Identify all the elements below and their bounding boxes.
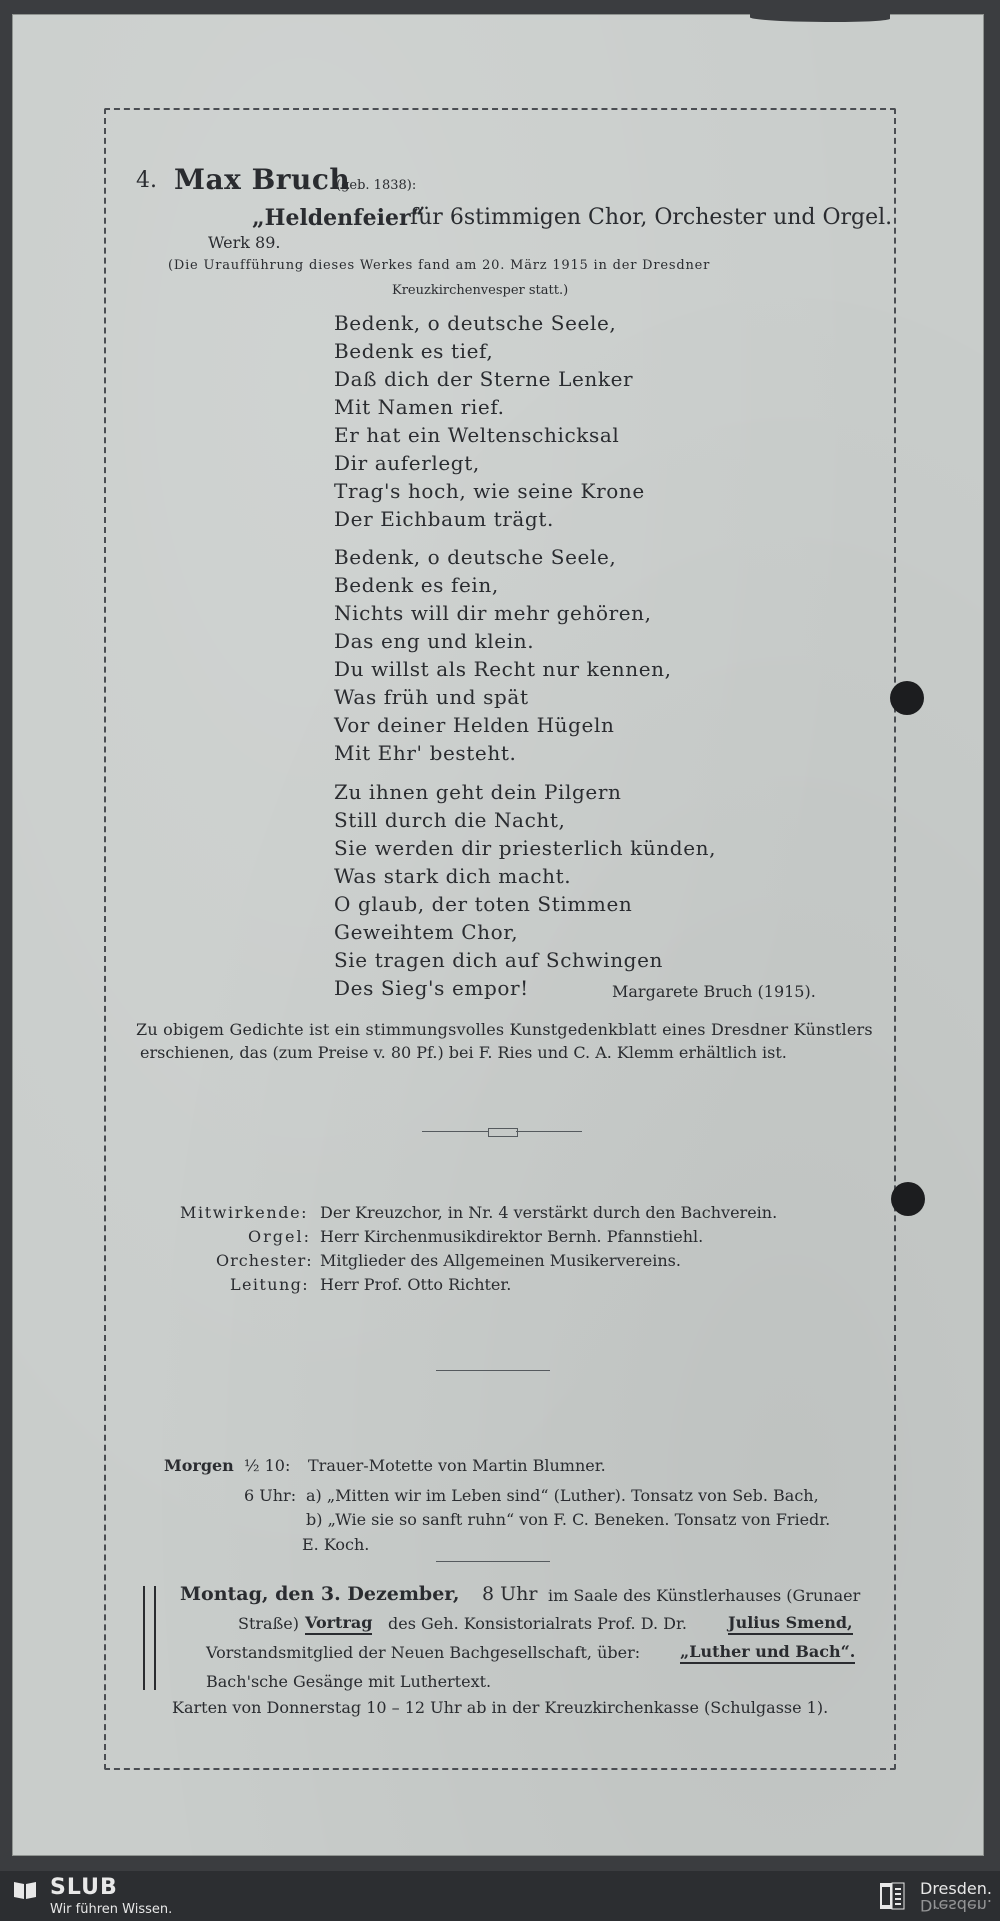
organ-value: Herr Kirchenmusikdirektor Bernh. Pfannstiehl.: [320, 1227, 704, 1246]
dresden-name: Dresden.: [920, 1879, 992, 1898]
poem-line: Vor deiner Helden Hügeln: [334, 713, 615, 737]
lecture-line4: Bach'sche Gesänge mit Luthertext.: [206, 1672, 492, 1691]
orchestra-label: Orchester:: [216, 1251, 313, 1270]
tomorrow-item1: Trauer-Motette von Martin Blumner.: [308, 1456, 606, 1475]
margin-bar: [143, 1586, 145, 1690]
tomorrow-time2: 6 Uhr:: [244, 1486, 297, 1505]
poem-line: Trag's hoch, wie seine Krone: [334, 479, 645, 503]
poem-line: O glaub, der toten Stimmen: [334, 892, 633, 916]
lecture-date: Montag, den 3. Dezember,: [180, 1583, 460, 1605]
conductor-value: Herr Prof. Otto Richter.: [320, 1275, 512, 1294]
viewer-footer: [0, 1871, 1000, 1921]
poem-line: Mit Namen rief.: [334, 395, 505, 419]
tomorrow-time1: ½ 10:: [244, 1456, 291, 1475]
poem-line: Bedenk, o deutsche Seele,: [334, 311, 617, 335]
slub-brand: SLUB: [50, 1875, 118, 1900]
art-print-note-line1: Zu obigem Gedichte ist ein stimmungsvolles Kunstgedenkblatt eines Dresdner Künstlers: [136, 1020, 873, 1039]
tomorrow-item2c: E. Koch.: [302, 1535, 370, 1554]
art-print-note-line2: erschienen, das (zum Preise v. 80 Pf.) bei F. Ries und C. A. Klemm erhältlich ist.: [140, 1043, 787, 1062]
poem-line: Zu ihnen geht dein Pilgern: [334, 780, 622, 804]
poem-line: Bedenk es fein,: [334, 573, 499, 597]
lecture-speaker-name: Julius Smend,: [728, 1613, 853, 1635]
poem-line: Dir auferlegt,: [334, 451, 480, 475]
poem-line: Des Sieg's empor!: [334, 976, 529, 1000]
premiere-note-line2: Kreuzkirchenvesper statt.): [392, 283, 569, 298]
poem-line: Er hat ein Weltenschicksal: [334, 423, 620, 447]
lecture-venue: im Saale des Künstlerhauses (Grunaer: [548, 1586, 861, 1605]
slub-tagline: Wir führen Wissen.: [50, 1902, 173, 1917]
poem-line: Der Eichbaum trägt.: [334, 507, 554, 531]
divider-ornament: [488, 1128, 518, 1137]
program-number: 4.: [136, 168, 157, 193]
poet-credit: Margarete Bruch (1915).: [612, 982, 816, 1001]
poem-line: Sie werden dir priesterlich künden,: [334, 836, 717, 860]
organ-label: Orgel:: [248, 1227, 311, 1246]
premiere-note-line1: (Die Uraufführung dieses Werkes fand am 20. März 1915 in der Dresdner: [168, 258, 711, 273]
lecture-line3: Vorstandsmitglied der Neuen Bachgesellschaft, über:: [206, 1643, 641, 1662]
poem-line: Was stark dich macht.: [334, 864, 572, 888]
punch-hole: [891, 1182, 925, 1216]
poem-line: Daß dich der Sterne Lenker: [334, 367, 634, 391]
composer-born: (geb. 1838):: [336, 178, 417, 193]
lecture-time: 8 Uhr: [482, 1583, 538, 1605]
lecture-speaker-title: des Geh. Konsistorialrats Prof. D. Dr.: [388, 1614, 687, 1633]
poem-line: Du willst als Recht nur kennen,: [334, 657, 672, 681]
lecture-topic: „Luther und Bach“.: [680, 1642, 855, 1664]
performers-value: Der Kreuzchor, in Nr. 4 verstärkt durch den Bachverein.: [320, 1203, 778, 1222]
poem-line: Nichts will dir mehr gehören,: [334, 601, 652, 625]
poem-line: Sie tragen dich auf Schwingen: [334, 948, 663, 972]
margin-bar: [154, 1586, 156, 1690]
conductor-label: Leitung:: [230, 1275, 310, 1294]
orchestra-value: Mitglieder des Allgemeinen Musikervereins.: [320, 1251, 681, 1270]
ticket-info: Karten von Donnerstag 10 – 12 Uhr ab in der Kreuzkirchenkasse (Schulgasse 1).: [172, 1698, 829, 1717]
poem-line: Mit Ehr' besteht.: [334, 741, 517, 765]
section-rule: [436, 1561, 550, 1562]
composer-name: Max Bruch: [174, 163, 351, 196]
tomorrow-item2b: b) „Wie sie so sanft ruhn“ von F. C. Beneken. Tonsatz von Friedr.: [306, 1510, 831, 1529]
opus-number: Werk 89.: [208, 233, 281, 252]
work-title: „Heldenfeier“: [252, 205, 425, 231]
section-rule: [436, 1370, 550, 1371]
poem-line: Bedenk, o deutsche Seele,: [334, 545, 617, 569]
lecture-vortrag: Vortrag: [305, 1613, 372, 1635]
lecture-line2-start: Straße): [238, 1614, 299, 1633]
poem-line: Geweihtem Chor,: [334, 920, 519, 944]
punch-hole: [890, 681, 924, 715]
book-icon: [12, 1879, 38, 1901]
poem-line: Das eng und klein.: [334, 629, 535, 653]
tomorrow-item2a: a) „Mitten wir im Leben sind“ (Luther). Tonsatz von Seb. Bach,: [306, 1486, 819, 1505]
dresden-name-mirror: Dresden.: [920, 1896, 992, 1915]
dresden-crest-icon: [878, 1881, 906, 1911]
poem-line: Still durch die Nacht,: [334, 808, 566, 832]
poem-line: Was früh und spät: [334, 685, 529, 709]
tomorrow-label: Morgen: [164, 1456, 234, 1475]
work-description: für 6stimmigen Chor, Orchester und Orgel.: [410, 205, 893, 230]
performers-label: Mitwirkende:: [180, 1203, 309, 1222]
divider-left: [422, 1131, 488, 1132]
divider-right: [516, 1131, 582, 1132]
poem-line: Bedenk es tief,: [334, 339, 494, 363]
